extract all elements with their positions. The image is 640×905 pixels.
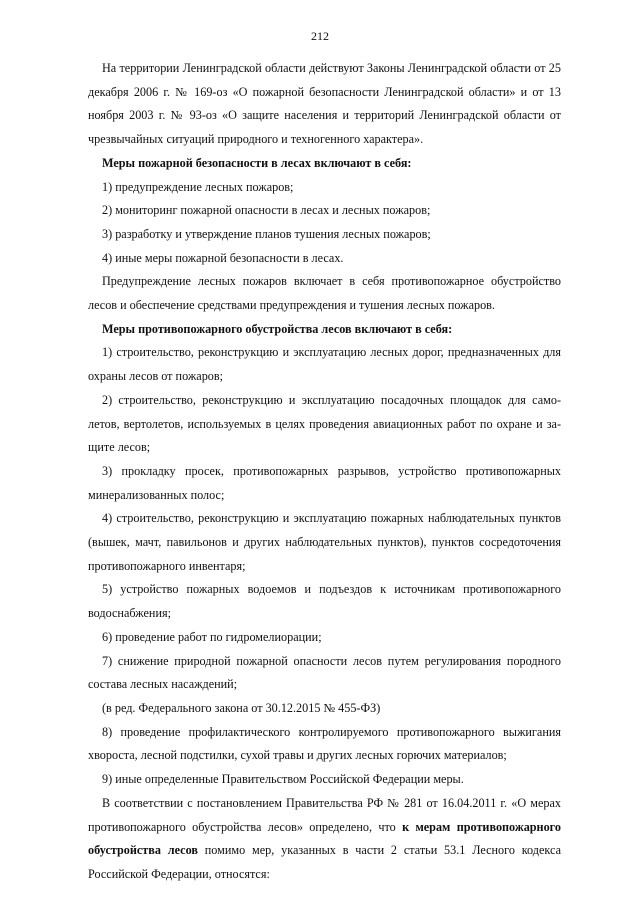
final-text-end: помимо мер, указанных в части 2 статьи 53.1 Лесного кодекса Российской Федерации, относятся: bbox=[88, 843, 561, 881]
list-item: 1) строительство, реконструкцию и эксплуатацию лесных дорог, предназначенных для охраны лесов от пожаров; bbox=[88, 345, 561, 384]
list-item: 1) предупреждение лесных пожаров; bbox=[102, 179, 294, 194]
paragraph-prevention: Предупреждение лесных пожаров включает в себя противопожарное обустройство лесов и обеспечение средствами предупреждения и тушения лесных пожаров. bbox=[88, 274, 561, 313]
list-item: 4) строительство, реконструкцию и эксплуатацию пожарных наблюдательных пунктов (вышек, мачт, павильонов и других наблюдательных пунктов), пунктов сосредоточения противопожарного инвентаря; bbox=[88, 511, 561, 573]
list-item: 2) строительство, реконструкцию и эксплуатацию посадочных площадок для самолетов, вертолетов, используемых в целях проведения авиационных работ по охране и защите лесов; bbox=[88, 392, 561, 455]
list-item: 7) снижение природной пожарной опасности лесов путем регулирования породного состава лесных насаждений; bbox=[88, 653, 561, 692]
final-text-start: В соответствии с постановлением Правительства РФ № 281 от 16.04.2011 г. «О мерах противопожарного обустройства лесов» определено, что bbox=[88, 795, 561, 834]
list-item: 6) проведение работ по гидромелиорации; bbox=[102, 629, 322, 644]
list-item: 3) прокладку просек, противопожарных разрывов, устройство противопожарных минерализованных полос; bbox=[88, 463, 561, 502]
list-item: 8) проведение профилактического контролируемого противопожарного выжигания хвороста, лесной подстилки, сухой травы и других лесных горючих материалов; bbox=[88, 724, 561, 763]
amendment-note: (в ред. Федерального закона от 30.12.2015 № 455-ФЗ) bbox=[102, 700, 381, 715]
list-item: 3) разработку и утверждение планов тушения лесных пожаров; bbox=[102, 226, 431, 241]
list-item: 4) иные меры пожарной безопасности в лесах. bbox=[102, 250, 344, 265]
list-item: 2) мониторинг пожарной опасности в лесах и лесных пожаров; bbox=[102, 203, 431, 218]
page-number: 212 bbox=[311, 29, 329, 43]
final-text-bold: к мерам противопожарного обустройства лесов bbox=[88, 819, 562, 858]
list-item: 9) иные определенные Правительством Российской Федерации меры. bbox=[102, 772, 464, 787]
list-item: 5) устройство пожарных водоемов и подъездов к источникам противопожарного водоснабжения; bbox=[88, 582, 561, 621]
paragraph-intro: На территории Ленинградской области действуют Законы Ленинградской области от 25 декабря 2006 г. № 169-оз «О пожарной безопасности Ленинградской области» и от 13 ноября 2003 г. № 93-оз «О защите населения и территорий Ленинградской области от чрезвычайных ситуаций природного и техногенного характера». bbox=[88, 61, 561, 147]
paragraph-final bbox=[88, 792, 561, 887]
heading-fire-arrangement-measures: Меры противопожарного обустройства лесов включают в себя: bbox=[102, 321, 453, 336]
heading-forest-fire-safety-measures: Меры пожарной безопасности в лесах включают в себя: bbox=[102, 155, 412, 170]
document-body bbox=[88, 57, 561, 887]
